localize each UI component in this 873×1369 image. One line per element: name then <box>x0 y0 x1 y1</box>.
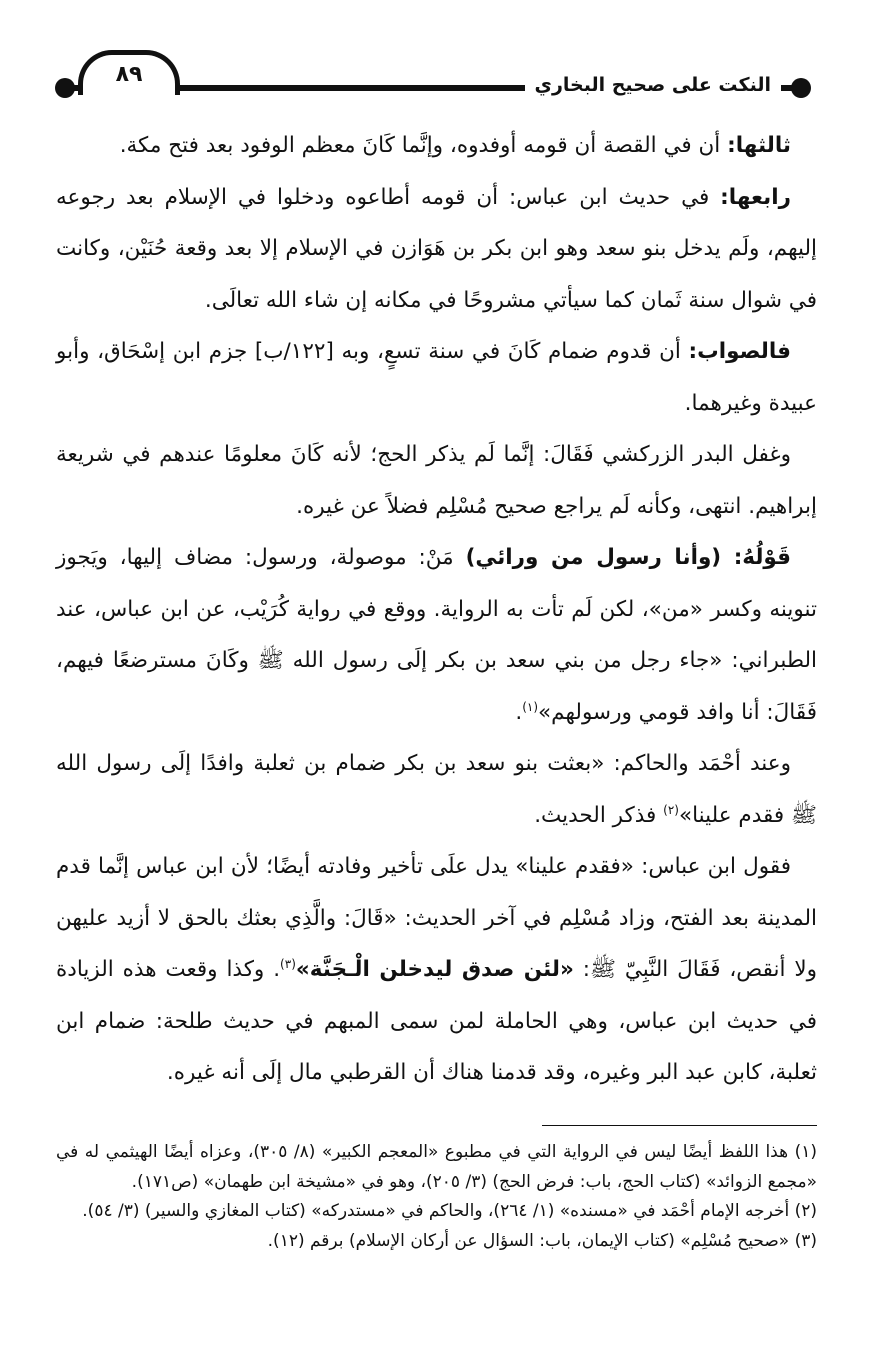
footnote-ref[interactable]: (١) <box>522 699 539 714</box>
paragraph-text: وغفل البدر الزركشي فَقَالَ: إنَّما لَم يذكر الحج؛ لأنه كَانَ معلومًا عندهم في شريعة إبراهيم. انتهى، وكأنه لَم يراجع صحيح مُسْلِم فضلاً عن غيره. <box>56 442 817 519</box>
paragraph-end: . <box>515 699 523 725</box>
paragraph-4 <box>56 429 817 532</box>
paragraph-lead: فالصواب: <box>688 339 791 364</box>
main-text <box>56 120 817 1099</box>
paragraph-text: مَنْ: موصولة، ورسول: مضاف إليها، ويَجوز تنوينه وكسر «من»، لكن لَم تأت به الرواية. ووقع في رواية كُرَيْب، عن ابن عباس، عند الطبراني: «جاء رجل من بني سعد بن بكر إلَى رسول الله ﷺ وكَانَ مسترضعًا فيهم، فَقَالَ: أنا وافد قومي ورسولهم» <box>56 545 817 725</box>
running-title: النكت على صحيح البخاري <box>525 70 781 100</box>
footnote-ref[interactable]: (٢) <box>663 802 679 817</box>
footnote-1: (١) هذا اللفظ أيضًا ليس في الرواية التي في مطبوع «المعجم الكبير» (٨/ ٣٠٥)، وعزاه أيضًا الهيثمي له في «مجمع الزوائد» (كتاب الحج، باب: فرض الحج) (٣/ ٢٠٥)، وهو في «مشيخة ابن طهمان» (ص١٧١). <box>56 1142 817 1192</box>
header-dot-left <box>55 78 75 98</box>
page-header <box>0 40 873 120</box>
paragraph-text: في حديث ابن عباس: أن قومه أطاعوه ودخلوا في الإسلام بعد رجوعه إليهم، ولَم يدخل بنو سعد وهو ابن بكر بن هَوَازن في الإسلام إلا بعد وقعة حُنَيْن، وكانت في شوال سنة ثَمان كما سيأتي مشروحًا في مكانه إن شاء الله تعالَى. <box>56 184 817 313</box>
footnote-3: (٣) «صحيح مُسْلِم» (كتاب الإيمان، باب: السؤال عن أركان الإسلام) برقم (١٢). <box>267 1230 817 1251</box>
paragraph-6 <box>56 738 817 841</box>
paragraph-text: وعند أحْمَد والحاكم: «بعثت بنو سعد بن بكر ضمام بن ثعلبة وافدًا إلَى رسول الله ﷺ فقدم علينا» <box>56 751 817 828</box>
hadith-quote: «لئن صدق ليدخلن الْـجَنَّة» <box>295 957 574 982</box>
paragraph-2 <box>56 172 817 327</box>
footnotes <box>56 1138 817 1256</box>
page-number: ٨٩ <box>115 62 143 87</box>
paragraph-text: فقول ابن عباس: «فقدم علينا» يدل علَى تأخير وفادته أيضًا؛ لأن ابن عباس إنَّما قدم المدينة بعد الفتح، وزاد مُسْلِم في آخر الحديث: «قَالَ: والَّذِي بعثك بالحق لا أزيد عليهن ولا أنقص، فَقَالَ النَّبِيّ ﷺ: <box>56 854 818 982</box>
paragraph-text: أن قدوم ضمام كَانَ في سنة تسعٍ، وبه [١٢٢/ب] جزم ابن إسْحَاق، وأبو عبيدة وغيرهما. <box>56 339 817 416</box>
header-dot-right <box>791 78 811 98</box>
footnote-ref[interactable]: (٣) <box>280 956 296 971</box>
paragraph-5 <box>56 532 817 738</box>
paragraph-lead: ثالثها: <box>727 133 791 158</box>
paragraph-lead: قَوْلُهُ: (وأنا رسول من ورائي) <box>465 545 791 570</box>
paragraph-end: فذكر الحديث. <box>534 802 664 828</box>
paragraph-text: أن في القصة أن قومه أوفدوه، وإنَّما كَانَ معظم الوفود بعد فتح مكة. <box>119 133 728 158</box>
paragraph-end: . وكذا وقعت هذه الزيادة في حديث ابن عباس، وهي الحاملة لمن سمى المبهم في حديث طلحة: ضمام ابن ثعلبة، كابن عبد البر وغيره، وقد قدمنا هناك أن القرطبي مال إلَى أنه غيره. <box>56 957 817 1085</box>
footnote-separator <box>542 1125 817 1126</box>
paragraph-3 <box>56 326 817 429</box>
paragraph-7 <box>56 841 817 1099</box>
footnote-2: (٢) أخرجه الإمام أحْمَد في «مسنده» (١/ ٢٦٤)، والحاكم في «مستدركه» (كتاب المغازي والسير) (٣/ ٥٤). <box>82 1201 817 1221</box>
page-number-box <box>78 50 180 95</box>
paragraph-1 <box>56 120 817 172</box>
paragraph-lead: رابعها: <box>720 184 791 210</box>
